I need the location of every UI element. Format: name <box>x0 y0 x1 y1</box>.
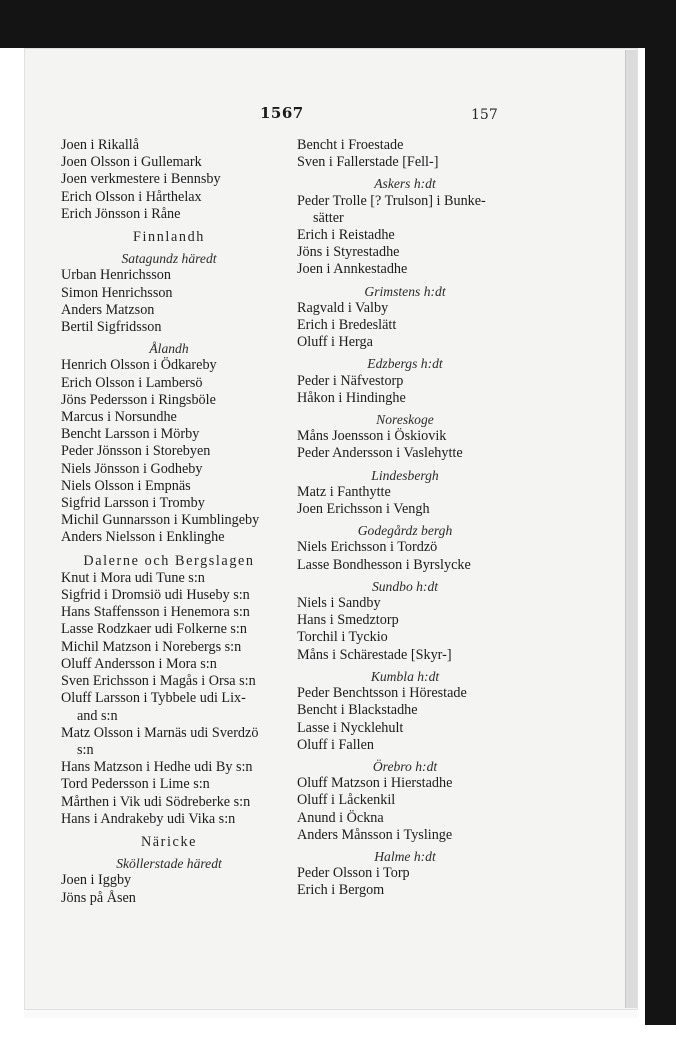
page-bottom-margin <box>24 1010 638 1018</box>
list-entry: Torchil i Tyckio <box>297 629 388 646</box>
list-entry: Hans i Andrakeby udi Vika s:n <box>61 810 236 827</box>
list-entry-wrapped <box>297 193 513 227</box>
right-column <box>297 137 513 900</box>
list-entry: Oluff i Låckenkil <box>297 792 396 809</box>
list-entry: Hans Matzson i Hedhe udi By s:n <box>61 759 253 776</box>
list-entry-continuation: sätter <box>313 209 344 226</box>
list-entry: Mårthen i Vik udi Södreberke s:n <box>61 793 251 810</box>
list-entry: Niels Jönsson i Godheby <box>61 460 203 477</box>
list-entry: Bencht Larsson i Mörby <box>61 426 200 443</box>
list-entry-wrapped <box>61 690 277 724</box>
list-entry: Erich Jönsson i Råne <box>61 205 181 222</box>
list-entry: Erich i Bergom <box>297 882 385 899</box>
list-entry: Bencht i Blackstadhe <box>297 702 418 719</box>
list-entry: Ragvald i Valby <box>297 299 389 316</box>
list-entry: Knut i Mora udi Tune s:n <box>61 569 205 586</box>
list-entry: Sven i Fallerstade [Fell-] <box>297 154 439 171</box>
list-entry: Joen Erichsson i Vengh <box>297 501 430 518</box>
list-entry: Anders Matzson <box>61 301 155 318</box>
list-entry: Erich i Reistadhe <box>297 227 395 244</box>
list-entry: Jöns på Åsen <box>61 889 136 906</box>
list-entry: Anders Månsson i Tyslinge <box>297 826 453 843</box>
list-entry: Bertil Sigfridsson <box>61 319 162 336</box>
list-entry: Lasse Bondhesson i Byrslycke <box>297 556 471 573</box>
list-entry: Jöns i Styrestadhe <box>297 244 400 261</box>
list-entry: Oluff Matzson i Hierstadhe <box>297 775 453 792</box>
list-entry: Peder Jönsson i Storebyen <box>61 443 211 460</box>
district-heading: Halme h:dt <box>374 848 436 864</box>
list-entry: Peder Benchtsson i Hörestade <box>297 685 467 702</box>
list-entry: Lasse Rodzkaer udi Folkerne s:n <box>61 621 247 638</box>
list-entry: Joen i Annkestadhe <box>297 261 408 278</box>
district-heading: Sundbo h:dt <box>371 578 439 594</box>
list-entry: Peder Andersson i Vaslehytte <box>297 445 463 462</box>
list-entry: Tord Pedersson i Lime s:n <box>61 776 210 793</box>
section-heading: Näricke <box>140 833 198 850</box>
district-heading: Sköllerstade häredt <box>116 856 222 872</box>
list-entry: Måns Joensson i Öskiovik <box>297 428 447 445</box>
list-entry: Joen Olsson i Gullemark <box>61 154 202 171</box>
list-entry: Oluff Andersson i Mora s:n <box>61 655 217 672</box>
list-entry: Matz i Fanthytte <box>297 483 391 500</box>
list-entry: Michil Gunnarsson i Kumblingeby <box>61 512 260 529</box>
list-entry: Sigfrid i Dromsiö udi Huseby s:n <box>61 587 250 604</box>
list-entry: Niels Erichsson i Tordzö <box>297 539 438 556</box>
district-heading: Edzbergs h:dt <box>367 356 443 372</box>
list-entry: Marcus i Norsundhe <box>61 409 177 426</box>
list-entry-line: Oluff Larsson i Tybbele udi Lix- <box>61 690 246 707</box>
district-heading: Örebro h:dt <box>372 758 438 774</box>
list-entry: Oluff i Herga <box>297 334 373 351</box>
list-entry-line: Matz Olsson i Marnäs udi Sverdzö <box>61 724 259 741</box>
scan-margin-left <box>0 0 24 1058</box>
left-column <box>61 137 277 907</box>
district-heading: Satagundz häredt <box>121 251 217 267</box>
list-entry: Joen i Iggby <box>61 872 132 889</box>
list-entry: Niels i Sandby <box>297 595 381 612</box>
list-entry-continuation: and s:n <box>77 707 118 724</box>
list-entry-continuation: s:n <box>77 741 94 758</box>
scan-border-top <box>0 0 650 48</box>
list-entry: Bencht i Froestade <box>297 137 404 153</box>
list-entry: Sven Erichsson i Magås i Orsa s:n <box>61 673 256 690</box>
list-entry: Lasse i Nycklehult <box>297 719 404 736</box>
scan-border-right <box>645 0 676 1025</box>
list-entry: Erich Olsson i Hårthelax <box>61 188 202 205</box>
list-entry: Peder i Näfvestorp <box>297 372 404 389</box>
page-number: 157 <box>471 107 498 123</box>
district-heading: Grimstens h:dt <box>364 283 446 299</box>
district-heading: Godegårdz bergh <box>357 523 453 539</box>
list-entry: Michil Matzson i Norebergs s:n <box>61 638 242 655</box>
list-entry: Anders Nielsson i Enklinghe <box>61 529 225 546</box>
list-entry: Peder Olsson i Torp <box>297 865 410 882</box>
list-entry: Erich i Bredeslätt <box>297 317 397 334</box>
list-entry: Niels Olsson i Empnäs <box>61 477 191 494</box>
list-entry: Håkon i Hindinghe <box>297 389 406 406</box>
district-heading: Askers h:dt <box>374 176 436 192</box>
list-entry: Henrich Olsson i Ödkareby <box>61 357 217 374</box>
list-entry-wrapped <box>61 725 277 759</box>
list-entry: Hans i Smedztorp <box>297 612 399 629</box>
district-heading: Noreskoge <box>376 412 434 428</box>
district-heading: Kumbla h:dt <box>370 668 440 684</box>
list-entry: Anund i Öckna <box>297 809 384 826</box>
district-heading: Ålandh <box>149 341 189 357</box>
list-entry: Joen verkmestere i Bennsby <box>61 171 221 188</box>
list-entry: Jöns Pedersson i Ringsböle <box>61 391 216 408</box>
section-heading: Dalerne och Bergslagen <box>83 552 255 569</box>
list-entry-line: Peder Trolle [? Trulson] i Bunke- <box>297 192 486 209</box>
list-entry: Måns i Schärestade [Skyr-] <box>297 646 452 663</box>
list-entry: Simon Henrichsson <box>61 284 173 301</box>
list-entry: Joen i Rikallå <box>61 137 140 153</box>
district-heading: Lindesbergh <box>371 467 439 483</box>
page-edge-shadow <box>625 50 637 1008</box>
running-head-year: 1567 <box>260 104 304 122</box>
list-entry: Oluff i Fallen <box>297 736 374 753</box>
list-entry: Urban Henrichsson <box>61 267 171 284</box>
list-entry: Erich Olsson i Lambersö <box>61 374 203 391</box>
section-heading: Finnlandh <box>133 229 205 246</box>
list-entry: Hans Staffensson i Henemora s:n <box>61 604 250 621</box>
list-entry: Sigfrid Larsson i Tromby <box>61 495 205 512</box>
